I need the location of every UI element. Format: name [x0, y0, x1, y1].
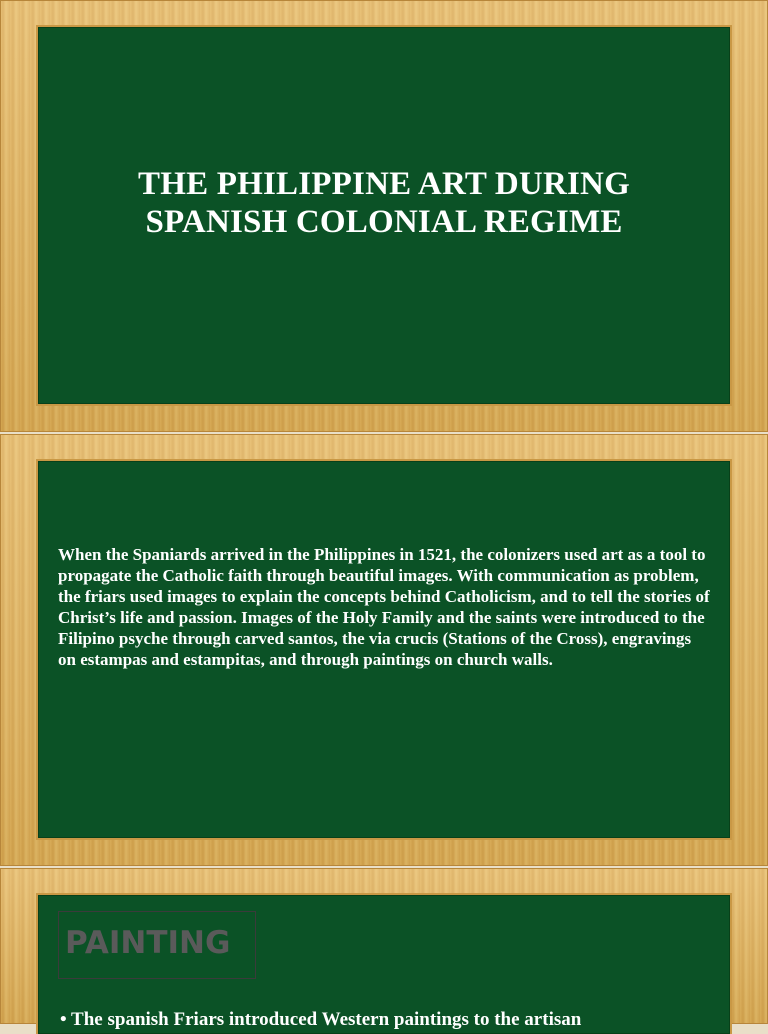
section-heading-box — [58, 911, 256, 979]
chalkboard — [38, 895, 730, 1034]
section-heading: PAINTING — [65, 925, 231, 961]
slide-title-text — [38, 165, 730, 241]
chalkboard — [38, 27, 730, 404]
slide-intro — [0, 434, 768, 866]
slide-title — [0, 0, 768, 432]
bullet-item: • The spanish Friars introduced Western paintings to the artisan — [60, 1009, 582, 1030]
chalkboard — [38, 461, 730, 838]
intro-paragraph: When the Spaniards arrived in the Philippines in 1521, the colonizers used art as a tool to propagate the Catholic faith through beautiful images. With communication as problem, the friars used images to explain the concepts behind Catholicism, and to tell the stories of Christ’s life and passion. Images of the Holy Family and the saints were introduced to the Filipino psyche through carved santos, the via crucis (Stations of the Cross), engravings on estampas and estampitas, and through paintings on church walls. — [58, 545, 710, 669]
slide-painting — [0, 868, 768, 1030]
title-line-2: SPANISH COLONIAL REGIME — [145, 204, 623, 240]
title-line-1: THE PHILIPPINE ART DURING — [138, 166, 630, 202]
